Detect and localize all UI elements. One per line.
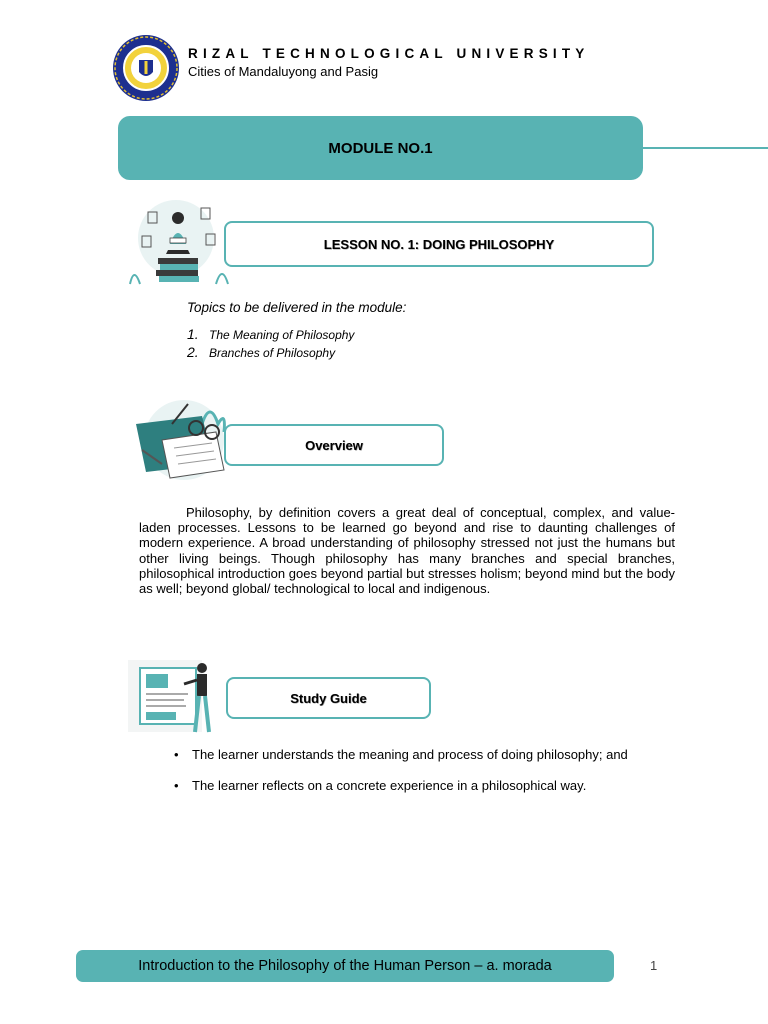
bullet-icon: • [174, 778, 179, 793]
page-number: 1 [650, 958, 658, 973]
lesson-title-box [224, 221, 654, 267]
topic-number: 1. [187, 326, 199, 342]
overview-paragraph: Philosophy, by definition covers a great deal of conceptual, complex, and value-laden processes. Lessons to be learned go beyond and rise to daunting challenges of modern experience. A broad understanding of philosophy stressed not just the humans but other living beings. Though philosophy has many branches and special branches, philosophical introduction goes beyond partial but stresses holism; beyond mind but the body as well; beyond global/ technological to local and indigenous. [139, 505, 675, 597]
module-divider-line [643, 147, 768, 149]
topic-text: Branches of Philosophy [209, 346, 336, 360]
topic-text: The Meaning of Philosophy [209, 328, 355, 342]
presenter-screen-illustration [128, 654, 224, 736]
reading-student-illustration [126, 196, 234, 288]
list-item [174, 747, 628, 762]
topic-item [187, 326, 354, 342]
topic-number: 2. [187, 344, 199, 360]
bullet-icon: • [174, 747, 179, 762]
lesson-title: LESSON NO. 1: DOING PHILOSOPHY [323, 236, 555, 252]
study-guide-bullet: The learner reflects on a concrete experience in a philosophical way. [192, 778, 587, 793]
module-title: MODULE NO.1 [328, 139, 433, 157]
topics-heading: Topics to be delivered in the module: [187, 300, 407, 315]
overview-label: Overview [305, 437, 363, 453]
notebook-glasses-illustration [132, 394, 236, 486]
topic-item [187, 344, 335, 360]
study-guide-label-box [226, 677, 431, 719]
university-location: Cities of Mandaluyong and Pasig [188, 64, 379, 79]
study-guide-label: Study Guide [290, 690, 367, 706]
university-seal-icon [112, 34, 180, 102]
footer-text: Introduction to the Philosophy of the Human Person – a. morada [138, 958, 552, 974]
list-item [174, 778, 586, 793]
footer-banner [76, 950, 614, 982]
overview-label-box [224, 424, 444, 466]
study-guide-bullet: The learner understands the meaning and process of doing philosophy; and [192, 747, 628, 762]
university-name: RIZAL TECHNOLOGICAL UNIVERSITY [188, 46, 590, 61]
module-banner [118, 116, 643, 180]
